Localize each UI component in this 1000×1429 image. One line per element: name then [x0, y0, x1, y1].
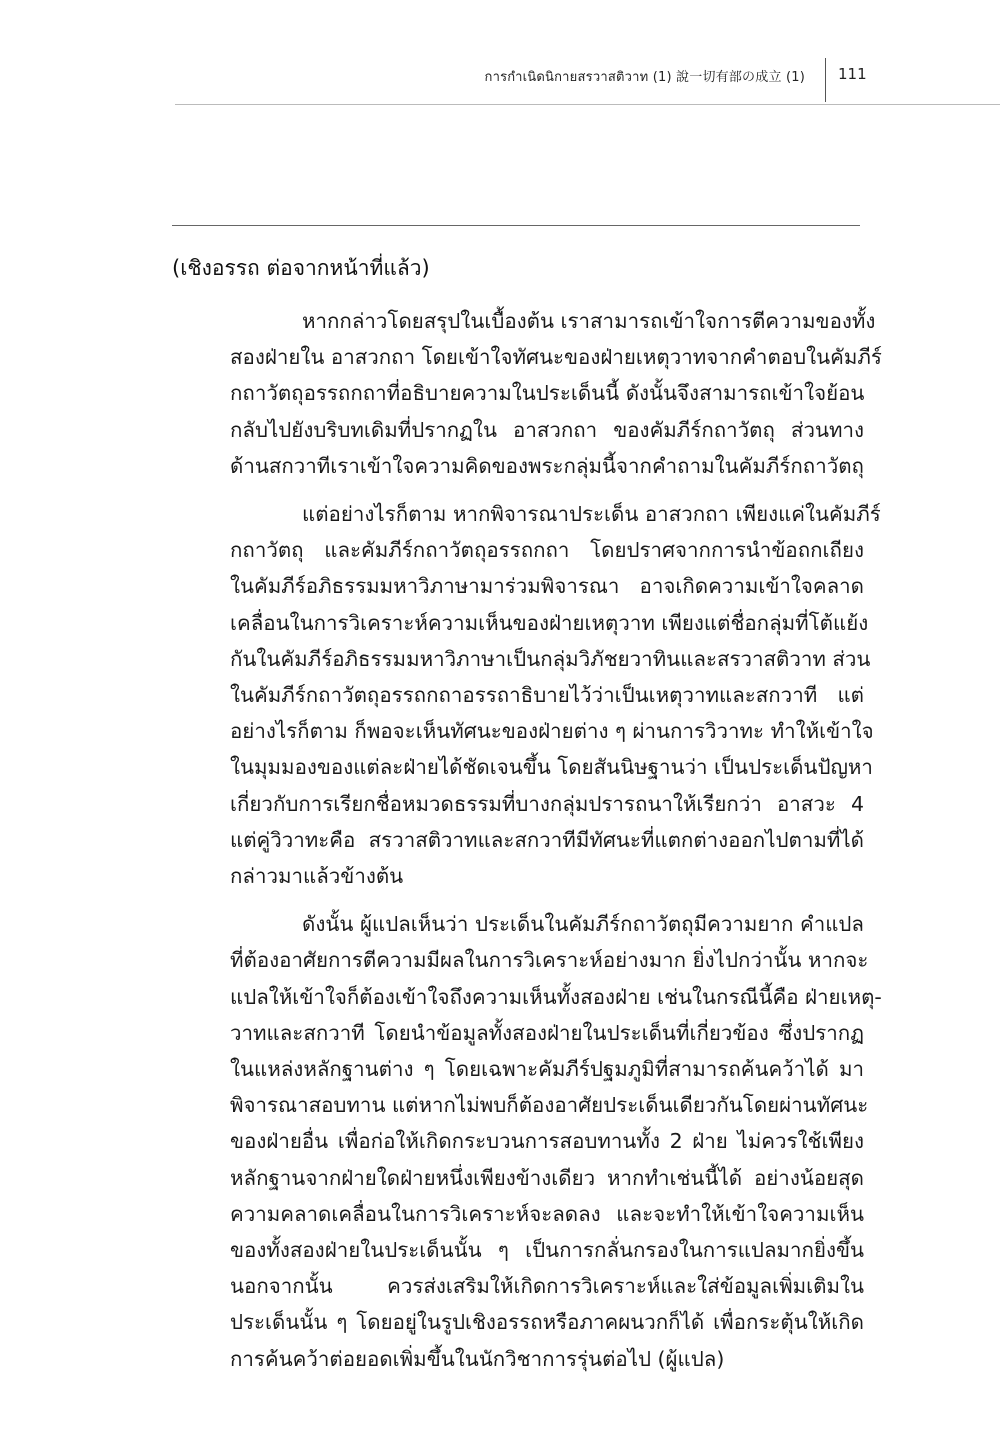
footnote-separator-rule	[172, 225, 860, 226]
footnote-continuation-heading: (เชิงอรรถ ต่อจากหน้าที่แล้ว)	[172, 256, 430, 280]
text-line: กลับไปยังบริบทเดิมที่ปรากฏใน อาสวกถา ของคัมภีร์กถาวัตถุ ส่วนทาง	[230, 417, 864, 442]
text-line: พิจารณาสอบทาน แต่หากไม่พบก็ต้องอาศัยประเด็นเดียวกันโดยผ่านทัศนะ	[230, 1093, 869, 1118]
text-line: ความคลาดเคลื่อนในการวิเคราะห์จะลดลง และจะทำให้เข้าใจความเห็น	[230, 1201, 864, 1226]
text-line: ในแหล่งหลักฐานต่าง ๆ โดยเฉพาะคัมภีร์ปฐมภูมิที่สามารถค้นคว้าได้ มา	[230, 1057, 864, 1082]
text-line: กถาวัตถุ และคัมภีร์กถาวัตถุอรรถกถา โดยปราศจากการนำข้อถกเถียง	[230, 538, 864, 563]
text-line: ประเด็นนั้น ๆ โดยอยู่ในรูปเชิงอรรถหรือภาคผนวกก็ได้ เพื่อกระตุ้นให้เกิด	[230, 1310, 864, 1335]
header-divider	[825, 58, 826, 102]
page-number: 111	[838, 65, 867, 83]
text-line: สองฝ่ายใน อาสวกถา โดยเข้าใจทัศนะของฝ่ายเหตุวาทจากคำตอบในคัมภีร์	[230, 345, 882, 370]
text-line: นอกจากนั้น ควรส่งเสริมให้เกิดการวิเคราะห์และใส่ข้อมูลเพิ่มเติมใน	[230, 1274, 864, 1299]
footnote-paragraph	[230, 496, 881, 894]
text-line: ที่ต้องอาศัยการตีความมีผลในการวิเคราะห์อย่างมาก ยิ่งไปกว่านั้น หากจะ	[230, 948, 869, 973]
text-line: แปลให้เข้าใจก็ต้องเข้าใจถึงความเห็นทั้งสองฝ่าย เช่นในกรณีนี้คือ ฝ่ายเหตุ-	[230, 984, 882, 1009]
text-line: ด้านสกวาทีเราเข้าใจความคิดของพระกลุ่มนี้จากคำถามในคัมภีร์กถาวัตถุ	[230, 453, 864, 478]
text-line: กล่าวมาแล้วข้างต้น	[230, 864, 404, 889]
text-line: เคลื่อนในการวิเคราะห์ความเห็นของฝ่ายเหตุวาท เพียงแต่ชื่อกลุ่มที่โต้แย้ง	[230, 610, 869, 635]
text-line: แต่อย่างไรก็ตาม หากพิจารณาประเด็น อาสวกถา เพียงแค่ในคัมภีร์	[302, 502, 881, 527]
text-line: ในคัมภีร์กถาวัตถุอรรถกถาอรรถาธิบายไว้ว่าเป็นเหตุวาทและสกวาที แต่	[230, 683, 864, 708]
text-line: ของฝ่ายอื่น เพื่อก่อให้เกิดกระบวนการสอบทานทั้ง 2 ฝ่าย ไม่ควรใช้เพียง	[230, 1129, 864, 1154]
text-line: ในคัมภีร์อภิธรรมมหาวิภาษามาร่วมพิจารณา อาจเกิดความเข้าใจคลาด	[230, 574, 864, 599]
text-line: ดังนั้น ผู้แปลเห็นว่า ประเด็นในคัมภีร์กถาวัตถุมีความยาก คำแปล	[302, 912, 864, 937]
text-line: แต่คู่วิวาทะคือ สรวาสติวาทและสกวาทีมีทัศนะที่แตกต่างออกไปตามที่ได้	[230, 827, 864, 852]
text-line: กันในคัมภีร์อภิธรรมมหาวิภาษาเป็นกลุ่มวิภัชยวาทินและสรวาสติวาท ส่วน	[230, 646, 871, 671]
footnote-paragraph	[230, 906, 882, 1377]
running-title: การกำเนิดนิกายสรวาสติวาท (1) 說一切有部の成立 (1)	[484, 70, 805, 85]
text-line: กถาวัตถุอรรถกถาที่อธิบายความในประเด็นนี้ ดังนั้นจึงสามารถเข้าใจย้อน	[230, 381, 865, 406]
text-line: ในมุมมองของแต่ละฝ่ายได้ชัดเจนขึ้น โดยสันนิษฐานว่า เป็นประเด็นปัญหา	[230, 755, 873, 780]
text-line: หลักฐานจากฝ่ายใดฝ่ายหนึ่งเพียงข้างเดียว หากทำเช่นนี้ได้ อย่างน้อยสุด	[230, 1165, 864, 1190]
text-line: วาทและสกวาที โดยนำข้อมูลทั้งสองฝ่ายในประเด็นที่เกี่ยวข้อง ซึ่งปรากฏ	[230, 1020, 864, 1045]
text-line: เกี่ยวกับการเรียกชื่อหมวดธรรมที่บางกลุ่มปรารถนาให้เรียกว่า อาสวะ 4	[230, 791, 864, 816]
text-line: หากกล่าวโดยสรุปในเบื้องต้น เราสามารถเข้าใจการตีความของทั้ง	[302, 309, 876, 333]
running-header	[0, 58, 1000, 108]
text-line: อย่างไรก็ตาม ก็พอจะเห็นทัศนะของฝ่ายต่าง ๆ ผ่านการวิวาทะ ทำให้เข้าใจ	[230, 719, 874, 744]
header-rule	[175, 104, 1000, 105]
text-line: ของทั้งสองฝ่ายในประเด็นนั้น ๆ เป็นการกลั่นกรองในการแปลมากยิ่งขึ้น	[230, 1238, 864, 1263]
text-line: การค้นคว้าต่อยอดเพิ่มขึ้นในนักวิชาการรุ่นต่อไป (ผู้แปล)	[230, 1346, 725, 1371]
footnote-paragraph	[230, 303, 882, 484]
footnote-body	[230, 303, 882, 1389]
